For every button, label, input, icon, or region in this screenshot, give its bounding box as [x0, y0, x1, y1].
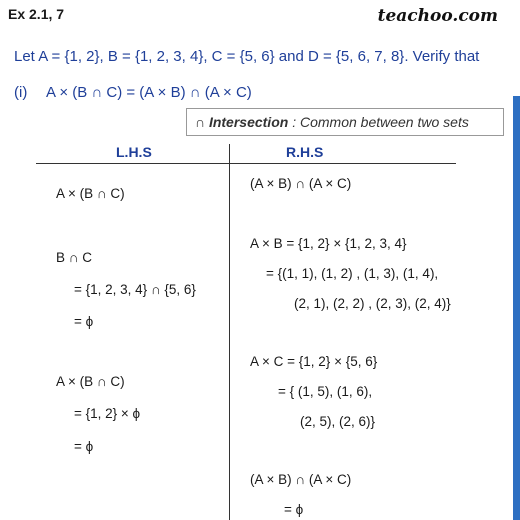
rhs-line: (2, 5), (2, 6)}: [300, 414, 376, 429]
table-column-divider: [229, 144, 230, 520]
exercise-title: Ex 2.1, 7: [8, 6, 65, 22]
part-label: (i): [14, 84, 28, 101]
rhs-line: (2, 1), (2, 2) , (2, 3), (2, 4)}: [294, 296, 451, 311]
definition-note: [186, 108, 504, 136]
lhs-line: = ϕ: [74, 439, 94, 454]
lhs-line: A × (B ∩ C): [56, 374, 125, 389]
lhs-line: A × (B ∩ C): [56, 186, 125, 201]
rhs-line: = {(1, 1), (1, 2) , (1, 3), (1, 4),: [266, 266, 439, 281]
rhs-line: A × C = {1, 2} × {5, 6}: [250, 354, 378, 369]
rhs-line: (A × B) ∩ (A × C): [250, 176, 352, 191]
rhs-line: A × B = {1, 2} × {1, 2, 3, 4}: [250, 236, 407, 251]
lhs-line: = {1, 2, 3, 4} ∩ {5, 6}: [74, 282, 196, 297]
rhs-line: = { (1, 5), (1, 6),: [278, 384, 373, 399]
rhs-line: = ϕ: [284, 502, 304, 517]
rhs-line: (A × B) ∩ (A × C): [250, 472, 352, 487]
note-definition: : Common between two sets: [288, 114, 469, 130]
table-header-divider: [36, 163, 456, 164]
lhs-line: = ϕ: [74, 314, 94, 329]
lhs-line: B ∩ C: [56, 250, 92, 265]
question-text: Let A = {1, 2}, B = {1, 2, 3, 4}, C = {5, 6} and D = {5, 6, 7, 8}. Verify that: [14, 48, 480, 65]
brand-logo: teachoo.com: [377, 6, 498, 26]
lhs-header: L.H.S: [116, 144, 152, 160]
note-term: Intersection: [208, 114, 289, 130]
scrollbar[interactable]: [513, 96, 520, 520]
rhs-header: R.H.S: [286, 144, 324, 160]
part-statement: A × (B ∩ C) = (A × B) ∩ (A × C): [46, 84, 252, 101]
intersection-symbol: ∩: [195, 114, 206, 130]
lhs-line: = {1, 2} × ϕ: [74, 406, 141, 421]
